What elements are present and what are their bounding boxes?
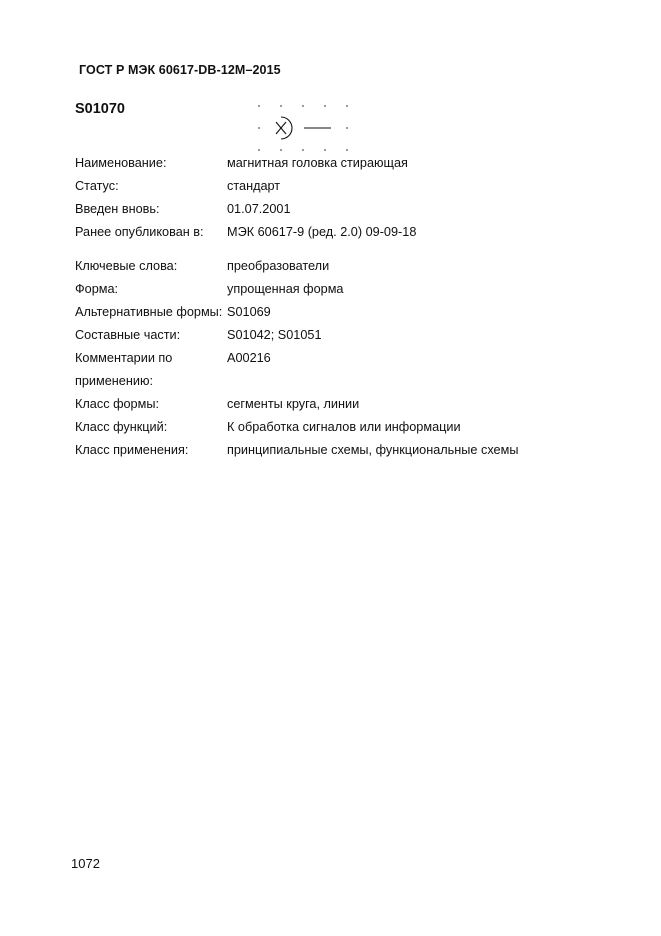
property-value: A00216 [227,351,271,365]
property-label: Комментарии по применению: [75,351,173,388]
property-row-application-class [75,439,635,462]
property-value: S01042; S01051 [227,328,322,342]
property-row-status [75,175,635,198]
property-value: преобразователи [227,259,330,273]
property-value: упрощенная форма [227,282,344,296]
property-value: принципиальные схемы, функциональные схемы [227,443,519,457]
property-label: Класс применения: [75,443,189,457]
property-label: Наименование: [75,156,167,170]
property-label: Класс формы: [75,397,159,411]
property-value: S01069 [227,305,271,319]
property-row-function-class [75,416,635,439]
property-value: К обработка сигналов или информации [227,420,461,434]
property-label: Составные части: [75,328,181,342]
property-label: Введен вновь: [75,202,160,216]
property-row-form [75,278,635,301]
property-value: МЭК 60617-9 (ред. 2.0) 09-09-18 [227,225,417,239]
property-row-introduced [75,198,635,221]
property-value: магнитная головка стирающая [227,156,408,170]
document-header: ГОСТ Р МЭК 60617-DB-12M–2015 [79,63,281,77]
property-value: 01.07.2001 [227,202,291,216]
property-value: стандарт [227,179,281,193]
property-row-components [75,324,635,347]
property-row-name [75,152,635,175]
property-value: сегменты круга, линии [227,397,360,411]
property-label: Статус: [75,179,119,193]
erasing-magnetic-head-symbol-icon [250,100,360,156]
symbol-code: S01070 [75,101,125,117]
property-row-shape-class [75,393,635,416]
property-label: Ключевые слова: [75,259,178,273]
property-label: Альтернативные формы: [75,305,223,319]
property-row-alternative-forms [75,301,635,324]
property-label: Ранее опубликован в: [75,225,204,239]
property-row-keywords [75,255,635,278]
property-label: Класс функций: [75,420,168,434]
properties-table [75,152,635,462]
property-row-application-notes [75,347,635,393]
property-label: Форма: [75,282,119,296]
property-row-previously-published [75,221,635,244]
page-number: 1072 [71,856,100,871]
